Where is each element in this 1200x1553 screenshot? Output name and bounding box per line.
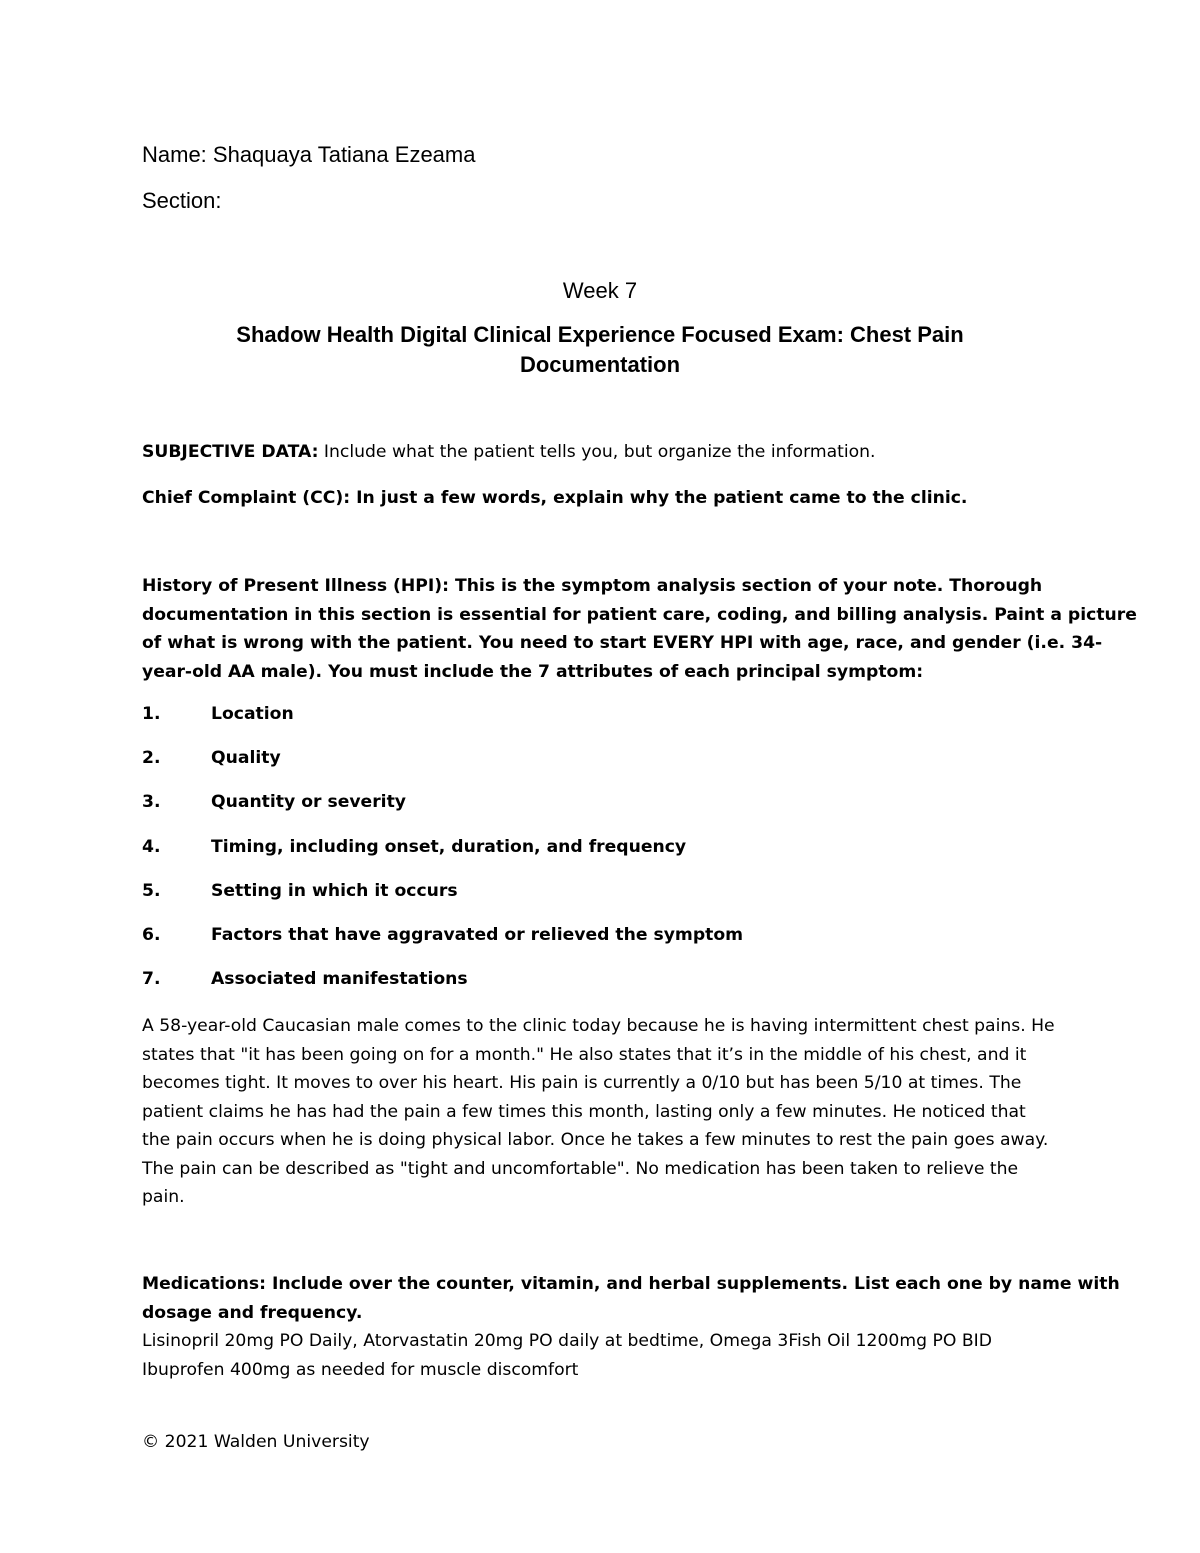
- list-item-text: Quality: [211, 748, 281, 768]
- week-title: Week 7: [562, 278, 638, 303]
- medications-heading-line: dosage and frequency.: [142, 1302, 363, 1323]
- medications-heading-line: Medications: Include over the counter, vitamin, and herbal supplements. List each one by name with: [142, 1274, 1120, 1294]
- student-name: Name: Shaquaya Tatiana Ezeama: [142, 142, 476, 167]
- medication-line: Ibuprofen 400mg as needed for muscle discomfort: [142, 1359, 579, 1380]
- narrative-line: becomes tight. It moves to over his heart. His pain is currently a 0/10 but has been 5/10 at times. The: [142, 1073, 1022, 1093]
- hpi-instruction: [142, 572, 1137, 686]
- list-item-number: 7.: [142, 969, 161, 989]
- section-label: Section:: [142, 188, 222, 213]
- narrative-line: pain.: [142, 1187, 185, 1207]
- medication-line: Lisinopril 20mg PO Daily, Atorvastatin 20mg PO daily at bedtime, Omega 3Fish Oil 1200mg PO BID: [142, 1331, 992, 1351]
- document-title-line-1: Shadow Health Digital Clinical Experience Focused Exam: Chest Pain: [236, 322, 964, 347]
- list-item-text: Factors that have aggravated or relieved the symptom: [211, 925, 744, 945]
- list-item-number: 5.: [142, 881, 161, 901]
- hpi-line: History of Present Illness (HPI): This is the symptom analysis section of your note. Thorough: [142, 576, 1043, 596]
- hpi-line: documentation in this section is essential for patient care, coding, and billing analysis. Paint a picture: [142, 604, 1137, 625]
- narrative-line: The pain can be described as "tight and uncomfortable". No medication has been taken to relieve the: [142, 1158, 1019, 1179]
- subjective-data-instruction: [142, 442, 876, 462]
- medications-list: [142, 1327, 1062, 1384]
- narrative-line: patient claims he has had the pain a few times this month, lasting only a few minutes. He noticed that: [142, 1101, 1026, 1122]
- narrative-line: A 58-year-old Caucasian male comes to the clinic today because he is having intermittent chest pains. He: [142, 1016, 1055, 1036]
- hpi-narrative: [142, 1012, 1062, 1212]
- hpi-line: of what is wrong with the patient. You need to start EVERY HPI with age, race, and gender (i.e. 34-: [142, 633, 1103, 653]
- list-item-text: Associated manifestations: [211, 969, 468, 989]
- hpi-line: year-old AA male). You must include the 7 attributes of each principal symptom:: [142, 661, 924, 682]
- narrative-line: states that "it has been going on for a month." He also states that it’s in the middle of his chest, and it: [142, 1044, 1027, 1065]
- chief-complaint-instruction: Chief Complaint (CC): In just a few words, explain why the patient came to the clinic.: [142, 488, 968, 508]
- subjective-data-text: Include what the patient tells you, but organize the information.: [318, 442, 876, 462]
- list-item-text: Quantity or severity: [211, 792, 406, 812]
- list-item-text: Timing, including onset, duration, and frequency: [211, 837, 687, 857]
- medications-instruction: [142, 1270, 1120, 1327]
- list-item-text: Setting in which it occurs: [211, 881, 458, 901]
- subjective-data-label: SUBJECTIVE DATA:: [142, 442, 319, 462]
- document-title-line-2: Documentation: [519, 352, 681, 377]
- list-item-text: Location: [211, 704, 294, 724]
- list-item-number: 6.: [142, 925, 161, 945]
- list-item-number: 1.: [142, 704, 161, 724]
- list-item-number: 2.: [142, 748, 161, 768]
- copyright-footer: © 2021 Walden University: [142, 1432, 370, 1452]
- list-item-number: 3.: [142, 792, 161, 812]
- list-item-number: 4.: [142, 837, 161, 857]
- narrative-line: the pain occurs when he is doing physical labor. Once he takes a few minutes to rest the pain goes away.: [142, 1130, 1049, 1150]
